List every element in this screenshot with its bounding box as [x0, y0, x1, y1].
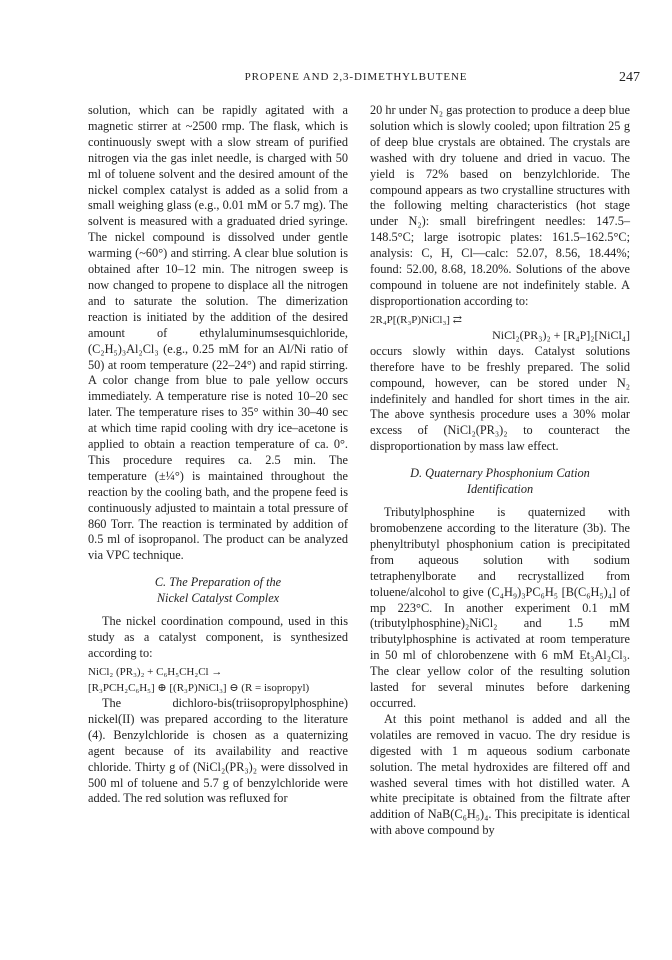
page-number: 247: [619, 70, 640, 85]
disproportionation-equation-line-1: 2R₄P[(R₃P)NiCl₃] ⇄: [370, 313, 462, 326]
paragraph-methanol: At this point methanol is added and all the volatiles are removed in vacuo. The dry residue is digested with 1 m aqueous sodium carbonate solution. The metal hydroxides are filtered off and washed several times with hot distilled water. A white precipitate is obtained from the filtrate after addition of NaB(C₆H₅)₄. This precipitate is identical with above compound by: [370, 711, 630, 838]
section-c-heading-line1: C. The Preparation of the: [154, 575, 282, 590]
running-title: PROPENE AND 2,3-DIMETHYLBUTENE: [244, 71, 468, 83]
left-column: [88, 103, 348, 807]
paragraph-quaternization: Tributylphosphine is quaternized with bromobenzene according to the literature (3b). The phenyltributyl phosphonium cation is precipitated from aqueous solution with sodium tetraphenylborate and recrystallized from toluene/alcohol to give (C₄H₉)₃PC₆H₅ [B(C₆H₅)₄] of mp 223°C. In another experiment 0.1 mM (tributylphosphine)₂NiCl₂ and 1.5 mM tributylphosphine is activated at room temperature in 50 ml of chlorobenzene with 6 mM Et₃Al₂Cl₃. The clear yellow color of the resulting solution lasted for several minutes before darkening occurred.: [370, 505, 630, 710]
section-d-heading-line1: D. Quaternary Phosphonium Cation: [410, 466, 590, 481]
running-head: [60, 71, 652, 87]
disproportionation-equation-line-2: NiCl₂(PR₃)₂ + [R₄P]₂[NiCl₄]: [492, 328, 630, 343]
paragraph-stability: occurs slowly within days. Catalyst solutions therefore have to be freshly prepared. The solid compound, however, can be stored under N₂ indefinitely and handled for short times in the air. The above synthesis procedure uses a 30% molar excess of (NiCl₂(PR₃)₂ to counteract the disproportionation by mass law effect.: [370, 343, 630, 454]
section-c-heading-line2: Nickel Catalyst Complex: [156, 591, 280, 606]
equation-line-2: [R₃PCH₂C₆H₅] ⊕ [(R₃P)NiCl₃] ⊖ (R = isopropyl): [88, 681, 310, 694]
equation-line-1: NiCl₂ (PR₃)₂ + C₆H₅CH₂Cl →: [88, 666, 223, 678]
paragraph-catalyst-intro: The nickel coordination compound, used in this study as a catalyst component, is synthesized according to:: [88, 614, 348, 661]
section-d-heading-line2: Identification: [466, 482, 534, 497]
right-column: [370, 103, 630, 839]
section-d-heading: [370, 465, 630, 497]
paragraph-catalyst-synthesis: The dichloro-bis(triisopropylphosphine) nickel(II) was prepared according to the literature (4). Benzylchloride is chosen as a quaternizing agent because of its availability and reactive chloride. Thirty g of (NiCl₂(PR₃)₂ were dissolved in 500 ml of toluene and 5.7 g of benzylchloride were added. The red solution was refluxed for: [88, 696, 348, 806]
section-c-heading: [88, 574, 348, 606]
paragraph-procedure: solution, which can be rapidly agitated with a magnetic stirrer at ~2500 rmp. The flask, which is continuously swept with a slow stream of purified nitrogen via the gas inlet needle, is charged with 50 ml of toluene solvent and the desired amount of the nickel complex catalyst is added as a solid from a small weighing glass (e.g., 0.01 mM or 5.7 mg). The solvent is measured with a graduated dried syringe. The nickel compound is dissolved under gentle warming (~60°) and stirring. A clear blue solution is obtained after 10–12 min. The nitrogen sweep is now changed to propene to displace all the nitrogen and to saturate the solution. The dimerization reaction is initiated by the addition of the desired amount of ethylaluminumsesquichloride, (C₂H₅)₃Al₂Cl₃ (e.g., 0.25 mM for an Al/Ni ratio of 50) at room temperature (22–24°) and rapid stirring. A color change from blue to pale yellow occurs immediately. A temperature rise is noted 10–20 sec later. The temperature rises to 35° within 30–40 sec at which time rapid cooling with dry ice–acetone is applied to obtain a reaction temperature of ca. 0°. This procedure requires ca. 2.5 min. The temperature (±¼°) is maintained throughout the reaction by the cooling bath, and the propene feed is continuously adjusted to maintain a total pressure of 860 Torr. The reaction is terminated by addition of 0.5 ml of isopropanol. The product can be analyzed via VPC technique.: [88, 103, 348, 563]
paragraph-crystals: 20 hr under N₂ gas protection to produce a deep blue solution which is slowly cooled; upon filtration 25 g of deep blue crystals are obtained. The crystals are washed with dry toluene and dried in vacuo. The yield is 72% based on benzylchloride. The compound appears as two crystalline structures with the following melting characteristics (hot stage under N₂): small birefringent needles: 147.5–148.5°C; large isotropic plates: 161.5–162.5°C; analysis: C, H, Cl—calc: 52.07, 8.56, 18.44%; found: 52.00, 8.68, 18.20%. Solutions of the above compound in toluene are not indefinitely stable. A disproportionation according to:: [370, 103, 630, 308]
